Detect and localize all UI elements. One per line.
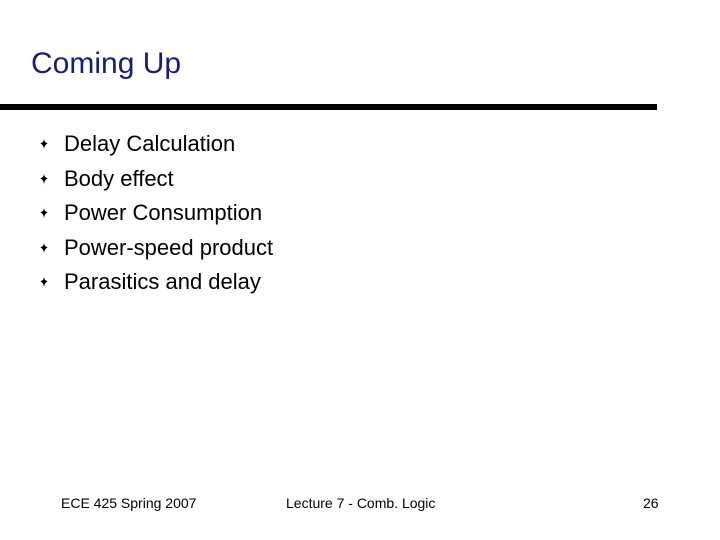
bullet-text: Power Consumption [64, 200, 263, 226]
list-item [38, 265, 273, 300]
bullet-text: Delay Calculation [64, 131, 236, 157]
fleuron-icon [38, 172, 50, 186]
slide-title: Coming Up [31, 47, 182, 80]
fleuron-icon [38, 275, 50, 289]
bullet-text: Body effect [64, 165, 174, 191]
footer-lecture: Lecture 7 - Comb. Logic [286, 495, 436, 511]
page-number: 26 [643, 495, 659, 511]
footer-course: ECE 425 Spring 2007 [61, 495, 197, 511]
bullet-list [38, 127, 273, 300]
fleuron-icon [38, 241, 50, 255]
bullet-text: Power-speed product [64, 234, 274, 260]
list-item [38, 196, 273, 231]
list-item [38, 127, 273, 162]
fleuron-icon [38, 137, 50, 151]
list-item [38, 162, 273, 197]
fleuron-icon [38, 206, 50, 220]
title-divider [0, 104, 657, 110]
list-item [38, 231, 273, 266]
bullet-text: Parasitics and delay [64, 269, 261, 295]
